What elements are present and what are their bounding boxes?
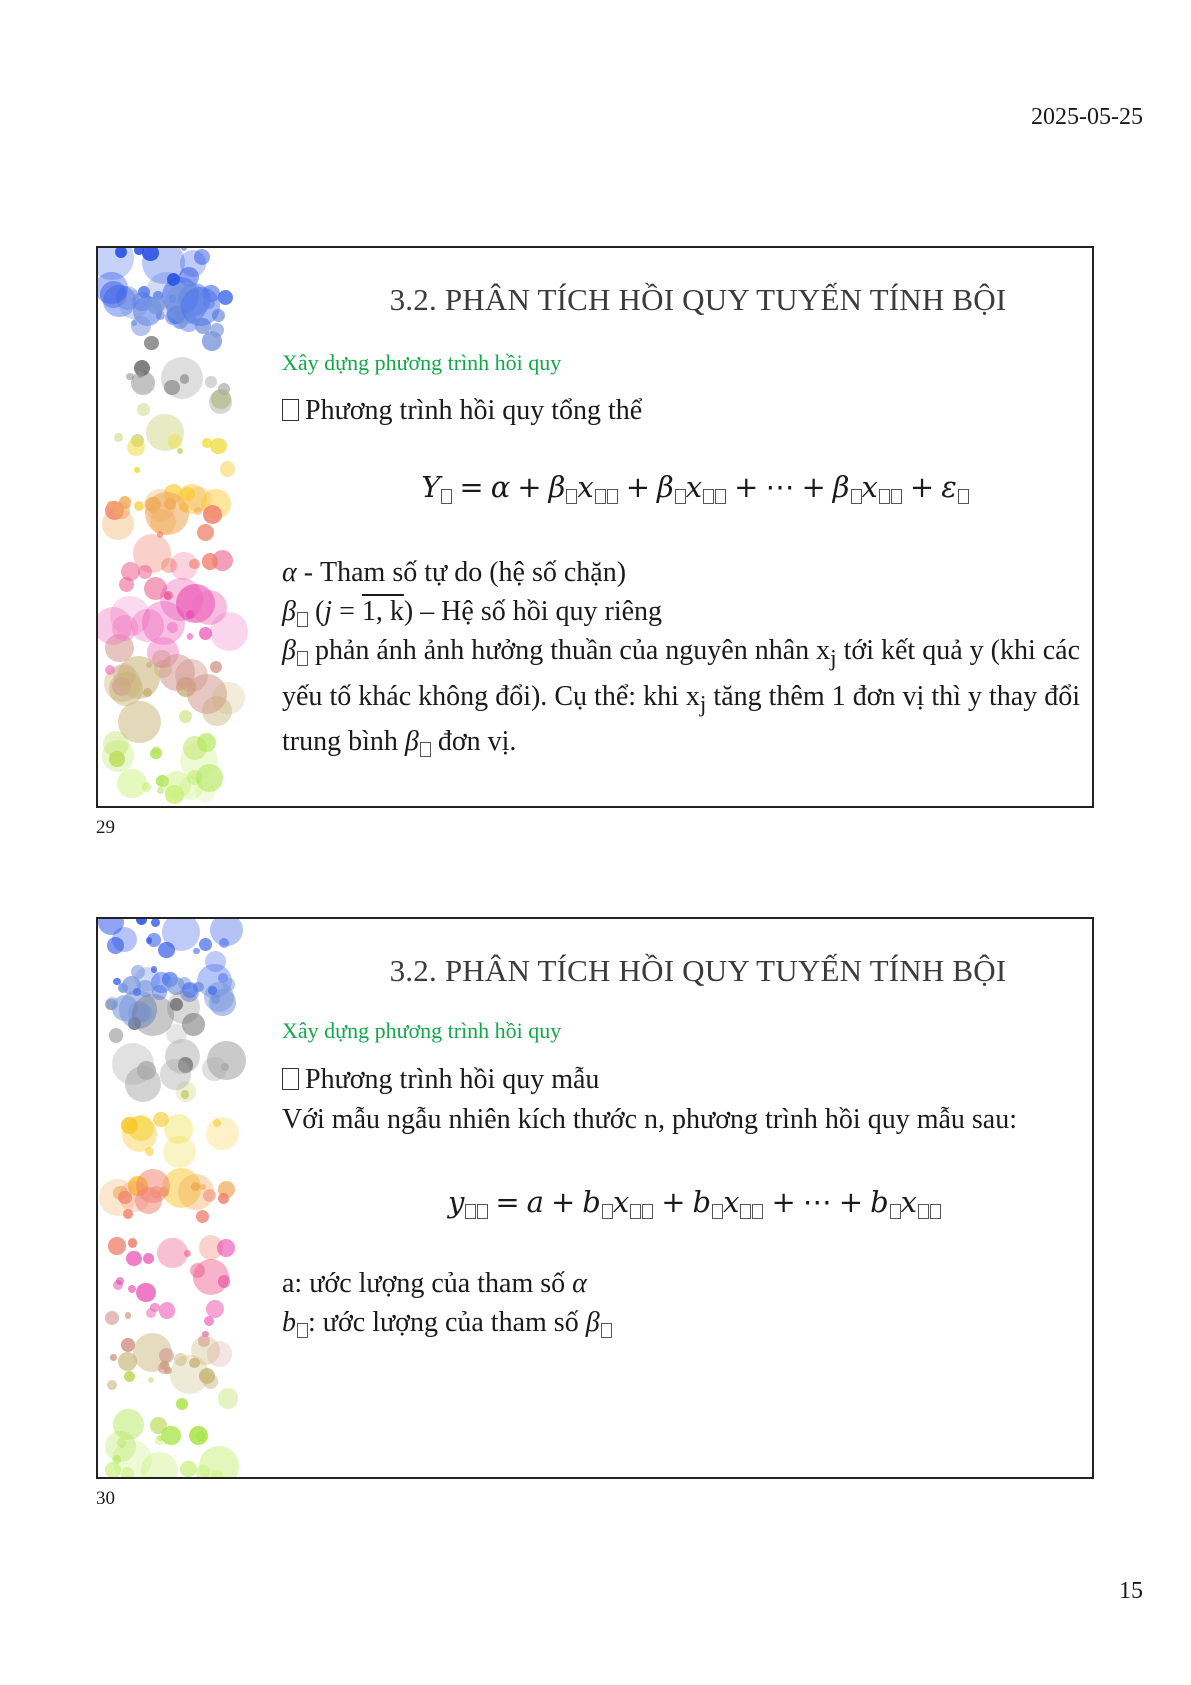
formula-x: x	[900, 1185, 918, 1219]
alpha-definition: - Tham số tự do (hệ số chặn)	[296, 557, 627, 588]
bubble-decoration	[142, 782, 151, 791]
bubble-decoration	[143, 1253, 154, 1264]
definition-b	[282, 1302, 1080, 1343]
bubble-decoration	[203, 1189, 216, 1202]
subscript-glyph	[890, 1204, 901, 1219]
bubble-decoration	[110, 1354, 117, 1361]
bubble-decoration	[160, 1059, 190, 1089]
bullet-line	[282, 390, 1080, 431]
bubble-decoration	[128, 1285, 136, 1293]
formula-b: b	[692, 1185, 712, 1219]
alpha-symbol: α	[572, 1268, 587, 1299]
bubble-decoration	[181, 287, 219, 325]
subscript-j: j	[830, 645, 837, 672]
subscript-pair	[630, 1192, 654, 1226]
bubble-decoration	[210, 438, 227, 455]
bubble-decoration	[157, 787, 164, 794]
bubble-decoration	[180, 742, 218, 780]
bubble-decoration	[196, 1210, 209, 1223]
bubble-decoration	[118, 1352, 137, 1371]
formula-b: b	[582, 1185, 601, 1219]
bubble-decoration	[131, 371, 155, 395]
slide-subtitle: Xây dựng phương trình hồi quy	[282, 1018, 562, 1043]
paragraph-text: tới kết quả y (khi các yếu tố khác không đổi). Cụ thể: khi x	[282, 635, 1081, 712]
bubble-decoration	[196, 1465, 210, 1479]
bubble-decoration	[158, 942, 174, 958]
bubble-decoration	[179, 710, 192, 723]
bubble-decoration	[203, 505, 222, 524]
bubble-decoration	[187, 633, 194, 640]
bubble-decoration	[122, 1116, 158, 1152]
formula-alpha: α	[490, 470, 511, 504]
subscript-pair	[740, 1192, 764, 1226]
slide-29	[96, 246, 1094, 808]
bubble-decoration	[164, 380, 179, 395]
bubble-decoration	[134, 246, 143, 255]
population-regression-formula: Y = α + β x + β x + ⋯ + β x + ε	[298, 470, 1092, 511]
bubble-decoration	[136, 1005, 153, 1022]
formula-beta: β	[548, 470, 566, 504]
bubble-decoration	[198, 1335, 210, 1347]
subscript-glyph	[675, 489, 686, 504]
subscript-glyph	[601, 1323, 612, 1338]
bubble-decoration	[193, 1259, 230, 1296]
bubble-decoration	[223, 978, 235, 990]
slide-subtitle: Xây dựng phương trình hồi quy	[282, 350, 562, 375]
formula-x: x	[723, 1185, 740, 1219]
index-j: j	[324, 596, 333, 627]
bubble-decoration	[105, 1311, 119, 1325]
formula-beta: β	[657, 470, 674, 504]
slide-number: 29	[96, 817, 115, 838]
bubble-decoration	[108, 1237, 125, 1254]
formula-x: x	[577, 470, 594, 504]
bubble-decoration	[218, 1388, 238, 1408]
formula-x: x	[685, 470, 703, 504]
bubble-decoration	[124, 1371, 135, 1382]
page-number: 15	[1119, 1578, 1143, 1604]
bubble-decoration	[218, 1193, 229, 1204]
b-definition: : ước lượng của tham số	[308, 1307, 586, 1338]
bubble-decoration	[217, 1239, 235, 1257]
bubble-decoration	[199, 938, 212, 951]
bubble-decoration	[206, 1117, 239, 1150]
bubble-decoration	[177, 448, 183, 454]
bubble-decoration	[192, 590, 227, 625]
slide-number: 30	[96, 1488, 115, 1509]
bubble-decoration	[189, 559, 199, 569]
bubble-decoration	[118, 701, 160, 743]
definition-beta	[282, 591, 1080, 632]
formula-lhs: Y	[421, 470, 441, 504]
beta-symbol: β	[404, 726, 419, 758]
bubble-decoration	[117, 656, 160, 699]
bubble-decoration	[197, 524, 214, 541]
bullet-text: Phương trình hồi quy mẫu	[305, 1064, 600, 1095]
formula-lhs: y	[447, 1185, 465, 1219]
bullet-box-icon	[282, 1068, 299, 1090]
bubble-decoration	[138, 565, 152, 579]
bubble-decoration	[113, 502, 130, 519]
bubble-decoration	[195, 782, 215, 802]
bubble-decoration	[174, 1353, 187, 1366]
bubble-decoration	[137, 403, 150, 416]
bubble-decoration	[147, 296, 165, 314]
formula-dots: ⋯	[802, 1185, 832, 1219]
subscript-glyph	[297, 612, 308, 627]
bubble-decoration	[125, 1312, 131, 1318]
bubble-decoration	[159, 1302, 176, 1319]
bubble-decoration	[180, 1461, 196, 1477]
bubble-decoration	[127, 438, 145, 456]
formula-dots: ⋯	[765, 470, 795, 504]
bubble-decoration	[121, 1467, 134, 1479]
subscript-glyph	[566, 489, 577, 504]
bubble-decoration	[182, 982, 198, 998]
slide-title: 3.2. PHÂN TÍCH HỒI QUY TUYẾN TÍNH BỘI	[389, 282, 1007, 317]
beta-definition: ) – Hệ số hồi quy riêng	[403, 596, 663, 627]
bubble-decoration	[210, 323, 224, 337]
formula-x: x	[612, 1185, 630, 1219]
bubble-decoration	[133, 988, 141, 996]
bubble-decoration	[134, 467, 140, 473]
bubble-decoration	[211, 1470, 223, 1479]
subscript-glyph	[297, 651, 308, 666]
formula-b: b	[870, 1185, 889, 1219]
bubble-decoration	[164, 1114, 193, 1143]
formula-x: x	[861, 470, 878, 504]
bubble-decoration	[218, 383, 230, 395]
bubble-decoration	[204, 1316, 214, 1326]
bubble-decoration	[126, 1251, 142, 1267]
bubble-decoration	[220, 461, 236, 477]
beta-symbol: β	[282, 635, 296, 666]
bubble-decoration	[114, 433, 122, 441]
bubble-decoration	[176, 1398, 188, 1410]
bubble-decoration	[208, 986, 217, 995]
bubble-decoration	[144, 336, 158, 350]
subscript-glyph	[477, 1204, 488, 1219]
bubble-decoration	[109, 1028, 124, 1043]
bubble-decoration	[107, 1380, 117, 1390]
bubble-decoration	[96, 607, 132, 645]
bubble-decoration	[207, 1341, 232, 1366]
decorative-bubbles	[98, 919, 258, 1477]
bubble-decoration	[202, 438, 212, 448]
formula-beta: β	[832, 470, 850, 504]
subscript-pair	[918, 1192, 942, 1226]
bubble-decoration	[194, 507, 201, 514]
paragraph-text: tăng thêm 1 đơn vị thì y thay đổi trung bình	[282, 680, 1081, 758]
paragraph-text: đơn vị.	[430, 726, 517, 758]
bubble-decoration	[219, 938, 229, 948]
bubble-decoration	[136, 917, 147, 925]
slide-title: 3.2. PHÂN TÍCH HỒI QUY TUYẾN TÍNH BỘI	[389, 953, 1007, 988]
bubble-decoration	[165, 785, 184, 804]
bubble-decoration	[109, 751, 124, 766]
bubble-decoration	[118, 1191, 131, 1204]
intro-text: Với mẫu ngẫu nhiên kích thước n, phương trình hồi quy mẫu sau:	[282, 1104, 1017, 1135]
bubble-decoration	[136, 1283, 156, 1303]
subscript-pair	[703, 477, 727, 511]
subscript-glyph	[441, 489, 452, 504]
sample-intro	[282, 1100, 1080, 1140]
alpha-symbol: α	[282, 557, 297, 588]
bubble-decoration	[145, 492, 189, 536]
subscript-glyph	[712, 1204, 723, 1219]
subscript-pair	[879, 477, 903, 511]
bubble-decoration	[212, 682, 244, 714]
bubble-decoration	[167, 622, 178, 633]
bubble-decoration	[118, 983, 128, 993]
bubble-decoration	[193, 948, 200, 955]
page-date: 2025-05-25	[1031, 104, 1143, 130]
bubble-decoration	[134, 501, 144, 511]
bubble-decoration	[218, 290, 233, 305]
subscript-pair	[595, 477, 619, 511]
bubble-decoration	[151, 966, 157, 972]
a-definition: a: ước lượng của tham số	[282, 1268, 573, 1299]
bubble-decoration	[107, 937, 124, 954]
definition-a	[282, 1263, 1080, 1304]
bubble-decoration	[164, 591, 172, 599]
subscript-glyph	[420, 742, 431, 757]
bubble-decoration	[180, 374, 190, 384]
bubble-decoration	[168, 434, 183, 449]
bubble-decoration	[161, 1426, 181, 1446]
bubble-decoration	[205, 376, 217, 388]
bubble-decoration	[175, 659, 208, 692]
beta-interpretation	[282, 632, 1080, 761]
bullet-line	[282, 1059, 1080, 1100]
bullet-box-icon	[282, 399, 299, 421]
subscript-glyph	[297, 1323, 308, 1338]
subscript-j: j	[699, 691, 707, 718]
definition-alpha	[282, 552, 1080, 593]
paragraph-text: phản ánh ảnh hưởng thuần của nguyên nhân x	[307, 635, 831, 666]
equals: =	[332, 596, 362, 627]
bubble-decoration	[105, 1431, 136, 1462]
decorative-bubbles	[98, 248, 258, 806]
bubble-decoration	[157, 531, 163, 537]
bubble-decoration	[159, 1348, 174, 1363]
slide-30	[96, 917, 1094, 1479]
bubble-decoration	[131, 316, 151, 336]
bubble-decoration	[150, 748, 162, 760]
bubble-decoration	[135, 1187, 162, 1214]
sample-regression-formula: y = a + b x + b x + ⋯ + b x	[298, 1185, 1092, 1226]
subscript-glyph	[465, 1204, 476, 1219]
bubble-decoration	[210, 661, 222, 673]
b-symbol: b	[282, 1307, 296, 1338]
bubble-decoration	[121, 562, 140, 581]
formula-a: a	[526, 1185, 544, 1219]
bubble-decoration	[96, 272, 128, 304]
index-range: 1, k	[361, 596, 404, 627]
subscript-glyph	[602, 1204, 613, 1219]
paren-open: (	[307, 596, 325, 627]
formula-epsilon: ε	[941, 470, 957, 504]
bubble-decoration	[152, 985, 166, 999]
subscript-glyph	[958, 489, 969, 504]
bubble-decoration	[151, 918, 160, 927]
bubble-decoration	[148, 1377, 154, 1383]
bubble-decoration	[184, 1250, 191, 1257]
bubble-decoration	[121, 1338, 135, 1352]
bubble-decoration	[106, 997, 118, 1009]
bubble-decoration	[128, 1238, 138, 1248]
beta-symbol: β	[585, 1307, 600, 1338]
beta-symbol: β	[282, 596, 296, 627]
bubble-decoration	[202, 553, 219, 570]
subscript-glyph	[851, 489, 862, 504]
bullet-text: Phương trình hồi quy tổng thể	[305, 395, 643, 426]
bubble-decoration	[180, 250, 206, 276]
bubble-decoration	[141, 1452, 178, 1479]
